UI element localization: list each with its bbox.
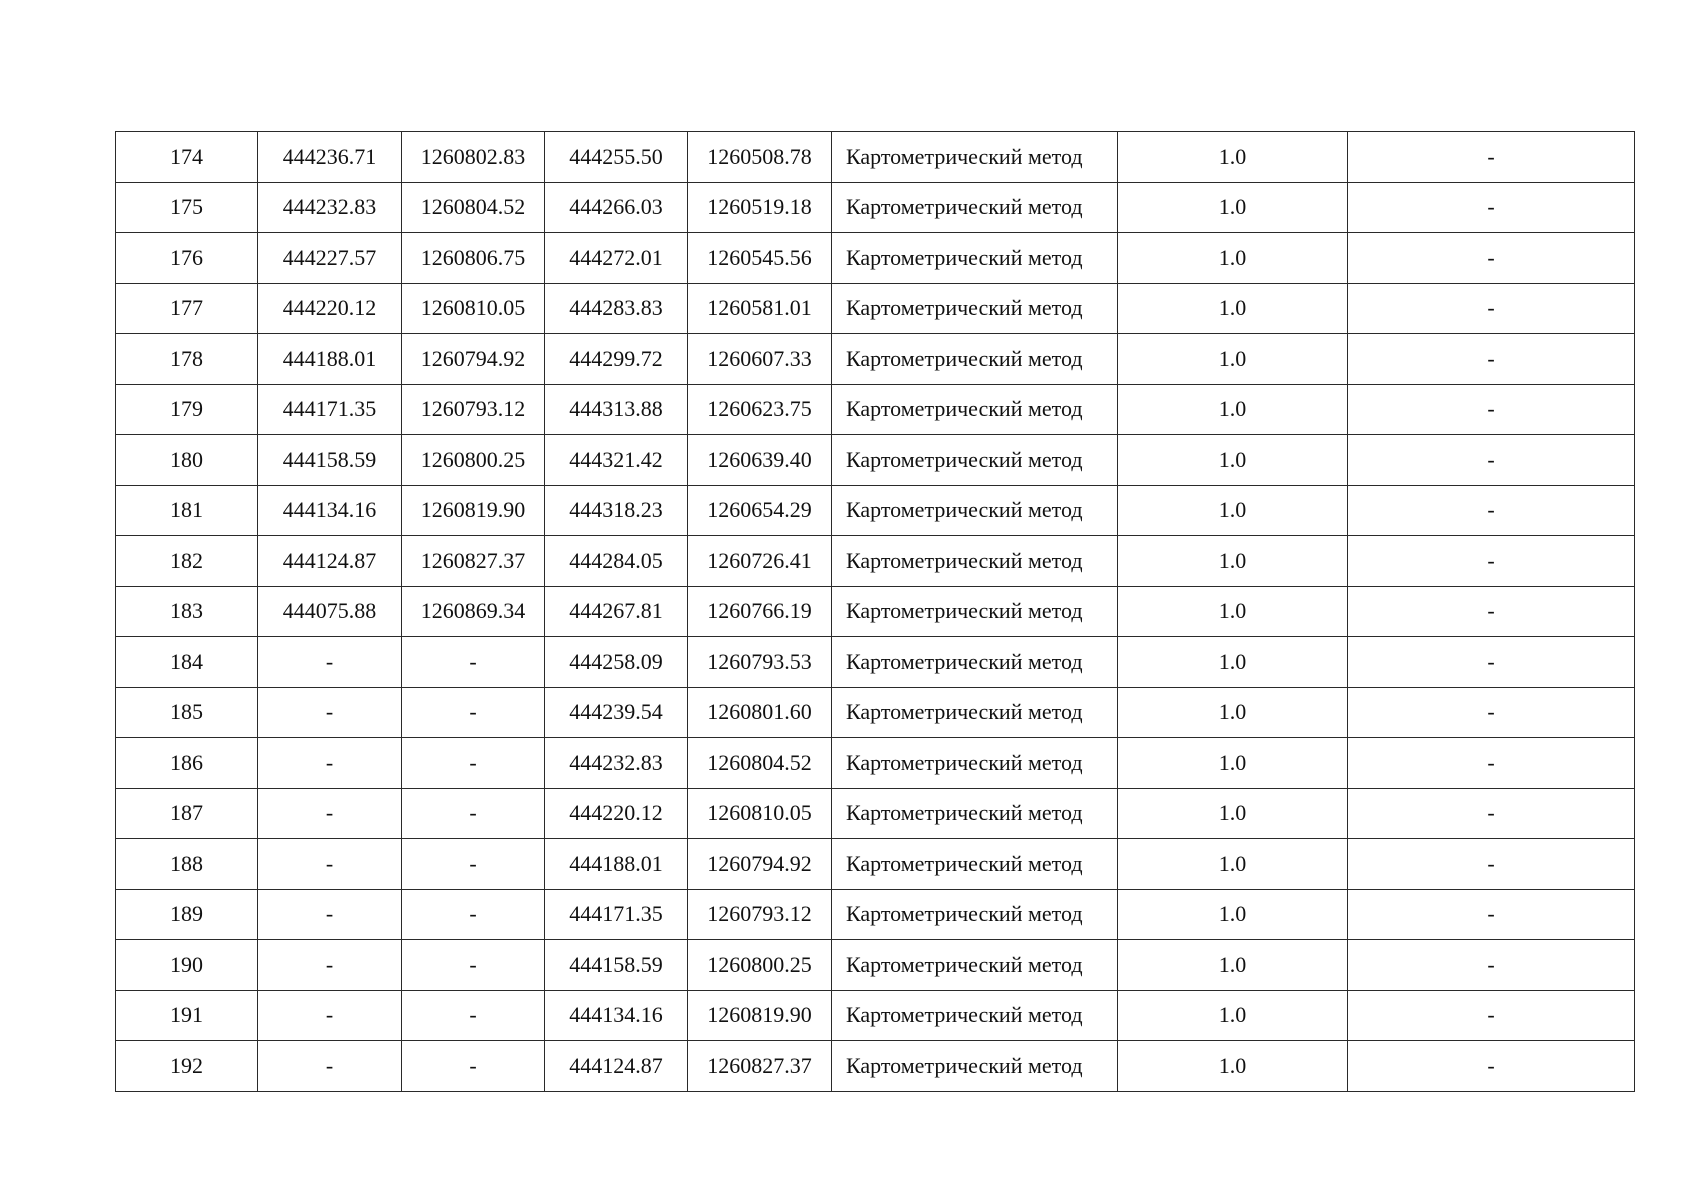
new-x-cell: 444220.12 xyxy=(545,788,688,839)
accuracy-cell: 1.0 xyxy=(1118,233,1348,284)
method-cell: Картометрический метод xyxy=(832,132,1118,183)
description-cell: - xyxy=(1348,182,1635,233)
table-row xyxy=(116,233,1635,284)
table-row xyxy=(116,738,1635,789)
method-cell: Картометрический метод xyxy=(832,485,1118,536)
method-cell: Картометрический метод xyxy=(832,738,1118,789)
existing-y-cell: 1260793.12 xyxy=(402,384,545,435)
description-cell: - xyxy=(1348,435,1635,486)
existing-y-cell: - xyxy=(402,738,545,789)
point-number-cell: 188 xyxy=(116,839,258,890)
new-x-cell: 444188.01 xyxy=(545,839,688,890)
new-x-cell: 444232.83 xyxy=(545,738,688,789)
new-x-cell: 444124.87 xyxy=(545,1041,688,1092)
accuracy-cell: 1.0 xyxy=(1118,132,1348,183)
new-x-cell: 444134.16 xyxy=(545,990,688,1041)
accuracy-cell: 1.0 xyxy=(1118,485,1348,536)
table-row xyxy=(116,132,1635,183)
point-number-cell: 184 xyxy=(116,637,258,688)
new-y-cell: 1260623.75 xyxy=(688,384,832,435)
new-y-cell: 1260519.18 xyxy=(688,182,832,233)
new-x-cell: 444284.05 xyxy=(545,536,688,587)
new-y-cell: 1260804.52 xyxy=(688,738,832,789)
table-row xyxy=(116,586,1635,637)
table-body xyxy=(116,132,1635,1092)
table-row xyxy=(116,788,1635,839)
new-y-cell: 1260726.41 xyxy=(688,536,832,587)
new-x-cell: 444267.81 xyxy=(545,586,688,637)
accuracy-cell: 1.0 xyxy=(1118,334,1348,385)
new-x-cell: 444321.42 xyxy=(545,435,688,486)
existing-x-cell: 444227.57 xyxy=(258,233,402,284)
point-number-cell: 182 xyxy=(116,536,258,587)
new-y-cell: 1260639.40 xyxy=(688,435,832,486)
accuracy-cell: 1.0 xyxy=(1118,536,1348,587)
description-cell: - xyxy=(1348,334,1635,385)
new-y-cell: 1260581.01 xyxy=(688,283,832,334)
new-x-cell: 444313.88 xyxy=(545,384,688,435)
accuracy-cell: 1.0 xyxy=(1118,435,1348,486)
existing-y-cell: 1260806.75 xyxy=(402,233,545,284)
existing-y-cell: 1260804.52 xyxy=(402,182,545,233)
new-y-cell: 1260545.56 xyxy=(688,233,832,284)
accuracy-cell: 1.0 xyxy=(1118,889,1348,940)
description-cell: - xyxy=(1348,637,1635,688)
point-number-cell: 185 xyxy=(116,687,258,738)
coordinates-table xyxy=(115,131,1635,1092)
new-x-cell: 444318.23 xyxy=(545,485,688,536)
description-cell: - xyxy=(1348,283,1635,334)
new-y-cell: 1260654.29 xyxy=(688,485,832,536)
existing-y-cell: 1260819.90 xyxy=(402,485,545,536)
existing-x-cell: - xyxy=(258,940,402,991)
existing-y-cell: - xyxy=(402,1041,545,1092)
method-cell: Картометрический метод xyxy=(832,687,1118,738)
description-cell: - xyxy=(1348,384,1635,435)
description-cell: - xyxy=(1348,1041,1635,1092)
point-number-cell: 186 xyxy=(116,738,258,789)
existing-y-cell: 1260827.37 xyxy=(402,536,545,587)
new-y-cell: 1260819.90 xyxy=(688,990,832,1041)
existing-x-cell: 444171.35 xyxy=(258,384,402,435)
existing-x-cell: 444188.01 xyxy=(258,334,402,385)
point-number-cell: 189 xyxy=(116,889,258,940)
existing-x-cell: - xyxy=(258,637,402,688)
method-cell: Картометрический метод xyxy=(832,435,1118,486)
existing-y-cell: - xyxy=(402,839,545,890)
accuracy-cell: 1.0 xyxy=(1118,990,1348,1041)
description-cell: - xyxy=(1348,132,1635,183)
accuracy-cell: 1.0 xyxy=(1118,788,1348,839)
point-number-cell: 183 xyxy=(116,586,258,637)
description-cell: - xyxy=(1348,788,1635,839)
existing-y-cell: 1260794.92 xyxy=(402,334,545,385)
existing-x-cell: - xyxy=(258,687,402,738)
method-cell: Картометрический метод xyxy=(832,940,1118,991)
table-row xyxy=(116,182,1635,233)
existing-x-cell: 444124.87 xyxy=(258,536,402,587)
new-y-cell: 1260793.12 xyxy=(688,889,832,940)
point-number-cell: 175 xyxy=(116,182,258,233)
accuracy-cell: 1.0 xyxy=(1118,283,1348,334)
description-cell: - xyxy=(1348,233,1635,284)
description-cell: - xyxy=(1348,586,1635,637)
accuracy-cell: 1.0 xyxy=(1118,687,1348,738)
new-y-cell: 1260793.53 xyxy=(688,637,832,688)
description-cell: - xyxy=(1348,536,1635,587)
table-row xyxy=(116,839,1635,890)
method-cell: Картометрический метод xyxy=(832,990,1118,1041)
point-number-cell: 176 xyxy=(116,233,258,284)
point-number-cell: 180 xyxy=(116,435,258,486)
accuracy-cell: 1.0 xyxy=(1118,940,1348,991)
method-cell: Картометрический метод xyxy=(832,637,1118,688)
existing-x-cell: - xyxy=(258,990,402,1041)
method-cell: Картометрический метод xyxy=(832,586,1118,637)
existing-y-cell: - xyxy=(402,788,545,839)
method-cell: Картометрический метод xyxy=(832,536,1118,587)
point-number-cell: 187 xyxy=(116,788,258,839)
new-y-cell: 1260810.05 xyxy=(688,788,832,839)
point-number-cell: 191 xyxy=(116,990,258,1041)
table-row xyxy=(116,485,1635,536)
table-row xyxy=(116,1041,1635,1092)
new-y-cell: 1260766.19 xyxy=(688,586,832,637)
existing-x-cell: 444236.71 xyxy=(258,132,402,183)
method-cell: Картометрический метод xyxy=(832,334,1118,385)
accuracy-cell: 1.0 xyxy=(1118,738,1348,789)
method-cell: Картометрический метод xyxy=(832,233,1118,284)
existing-y-cell: - xyxy=(402,637,545,688)
table-row xyxy=(116,435,1635,486)
point-number-cell: 181 xyxy=(116,485,258,536)
description-cell: - xyxy=(1348,485,1635,536)
table-row xyxy=(116,940,1635,991)
existing-y-cell: - xyxy=(402,889,545,940)
point-number-cell: 192 xyxy=(116,1041,258,1092)
table-row xyxy=(116,384,1635,435)
table-row xyxy=(116,637,1635,688)
new-x-cell: 444258.09 xyxy=(545,637,688,688)
method-cell: Картометрический метод xyxy=(832,384,1118,435)
existing-x-cell: - xyxy=(258,839,402,890)
existing-y-cell: 1260800.25 xyxy=(402,435,545,486)
method-cell: Картометрический метод xyxy=(832,1041,1118,1092)
new-x-cell: 444239.54 xyxy=(545,687,688,738)
new-x-cell: 444283.83 xyxy=(545,283,688,334)
existing-x-cell: 444158.59 xyxy=(258,435,402,486)
new-y-cell: 1260801.60 xyxy=(688,687,832,738)
existing-y-cell: - xyxy=(402,940,545,991)
existing-y-cell: 1260810.05 xyxy=(402,283,545,334)
table-row xyxy=(116,990,1635,1041)
table-row xyxy=(116,687,1635,738)
new-x-cell: 444299.72 xyxy=(545,334,688,385)
point-number-cell: 174 xyxy=(116,132,258,183)
new-x-cell: 444171.35 xyxy=(545,889,688,940)
existing-y-cell: - xyxy=(402,687,545,738)
existing-x-cell: 444232.83 xyxy=(258,182,402,233)
description-cell: - xyxy=(1348,687,1635,738)
new-y-cell: 1260800.25 xyxy=(688,940,832,991)
accuracy-cell: 1.0 xyxy=(1118,1041,1348,1092)
point-number-cell: 190 xyxy=(116,940,258,991)
new-x-cell: 444255.50 xyxy=(545,132,688,183)
description-cell: - xyxy=(1348,889,1635,940)
new-y-cell: 1260794.92 xyxy=(688,839,832,890)
existing-y-cell: - xyxy=(402,990,545,1041)
table-row xyxy=(116,536,1635,587)
description-cell: - xyxy=(1348,738,1635,789)
new-x-cell: 444266.03 xyxy=(545,182,688,233)
existing-x-cell: 444220.12 xyxy=(258,283,402,334)
accuracy-cell: 1.0 xyxy=(1118,637,1348,688)
existing-x-cell: - xyxy=(258,788,402,839)
description-cell: - xyxy=(1348,839,1635,890)
accuracy-cell: 1.0 xyxy=(1118,182,1348,233)
method-cell: Картометрический метод xyxy=(832,889,1118,940)
existing-x-cell: - xyxy=(258,1041,402,1092)
new-y-cell: 1260827.37 xyxy=(688,1041,832,1092)
new-y-cell: 1260508.78 xyxy=(688,132,832,183)
existing-x-cell: - xyxy=(258,738,402,789)
table-row xyxy=(116,889,1635,940)
description-cell: - xyxy=(1348,940,1635,991)
description-cell: - xyxy=(1348,990,1635,1041)
method-cell: Картометрический метод xyxy=(832,788,1118,839)
method-cell: Картометрический метод xyxy=(832,839,1118,890)
existing-x-cell: 444134.16 xyxy=(258,485,402,536)
table-row xyxy=(116,334,1635,385)
accuracy-cell: 1.0 xyxy=(1118,586,1348,637)
new-y-cell: 1260607.33 xyxy=(688,334,832,385)
existing-x-cell: 444075.88 xyxy=(258,586,402,637)
point-number-cell: 178 xyxy=(116,334,258,385)
new-x-cell: 444158.59 xyxy=(545,940,688,991)
table-row xyxy=(116,283,1635,334)
accuracy-cell: 1.0 xyxy=(1118,839,1348,890)
method-cell: Картометрический метод xyxy=(832,283,1118,334)
method-cell: Картометрический метод xyxy=(832,182,1118,233)
existing-y-cell: 1260869.34 xyxy=(402,586,545,637)
new-x-cell: 444272.01 xyxy=(545,233,688,284)
accuracy-cell: 1.0 xyxy=(1118,384,1348,435)
point-number-cell: 177 xyxy=(116,283,258,334)
existing-x-cell: - xyxy=(258,889,402,940)
existing-y-cell: 1260802.83 xyxy=(402,132,545,183)
point-number-cell: 179 xyxy=(116,384,258,435)
